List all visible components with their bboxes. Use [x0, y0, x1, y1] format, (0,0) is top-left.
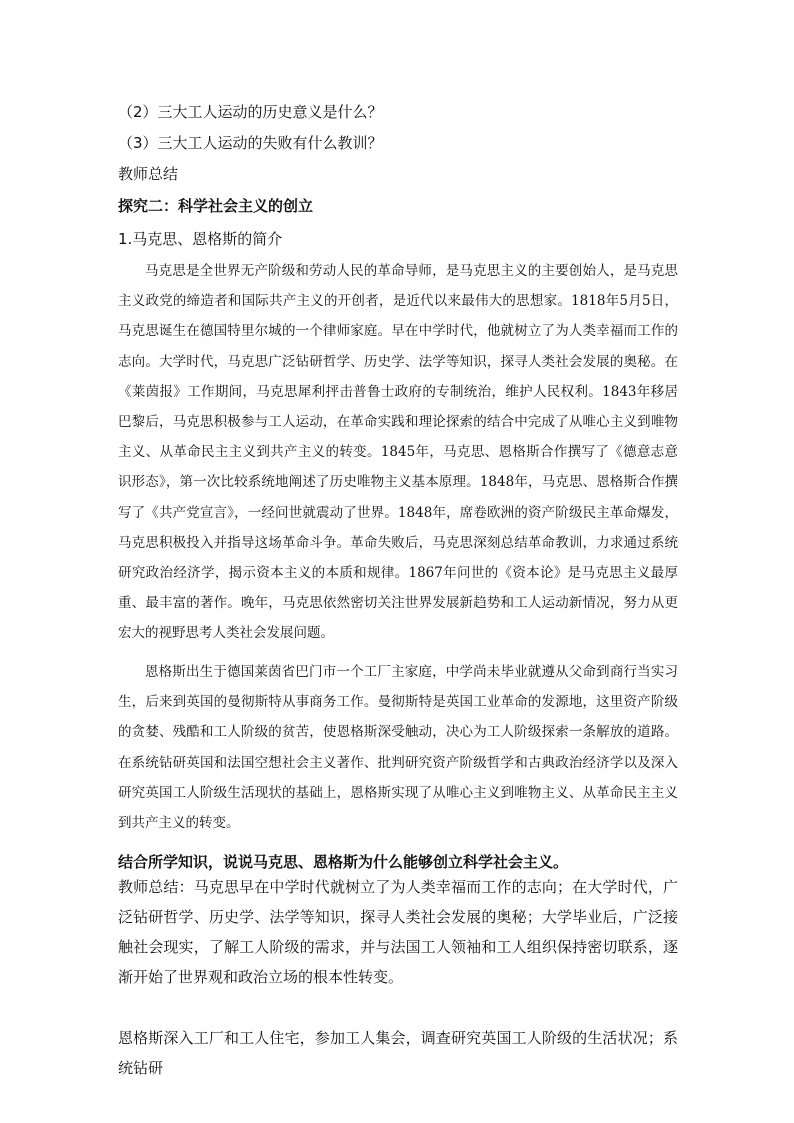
- question-2: （2）三大工人运动的历史意义是什么？: [118, 103, 383, 121]
- subsection-heading: 1.马克思、恩格斯的简介: [118, 230, 283, 248]
- teacher-summary-label: 教师总结: [118, 165, 179, 183]
- marx-biography: 马克思是全世界无产阶级和劳动人民的革命导师，是马克思主义的主要创始人，是马克思主义政党的缔造者和国际共产主义的开创者，是近代以来最伟大的思想家。1818年5月5日，马克思诞生在德国特里尔城的一个律师家庭。早在中学时代，他就树立了为人类幸福而工作的志向。大学时代，马克思广泛钻研哲学、历史学、法学等知识，探寻人类社会发展的奥秘。在《莱茵报》工作期间，马克思犀利抨击普鲁士政府的专制统治，维护人民权利。1843年移居巴黎后，马克思积极参与工人运动，在革命实践和理论探索的结合中完成了从唯心主义到唯物主义、从革命民主主义到共产主义的转变。1845年，马克思、恩格斯合作撰写了《德意志意识形态》，第一次比较系统地阐述了历史唯物主义基本原理。1848年，马克思、恩格斯合作撰写了《共产党宣言》，一经问世就震动了世界。1848年，席卷欧洲的资产阶级民主革命爆发，马克思积极投入并指导这场革命斗争。革命失败后，马克思深刻总结革命教训，力求通过系统研究政治经济学，揭示资本主义的本质和规律。1867年问世的《资本论》是马克思主义最厚重、最丰富的著作。晚年，马克思依然密切关注世界发展新趋势和工人运动新情况，努力从更宏大的视野思考人类社会发展问题。: [118, 263, 678, 642]
- engels-biography: 恩格斯出生于德国莱茵省巴门市一个工厂主家庭，中学尚未毕业就遵从父命到商行当实习生，后来到英国的曼彻斯特从事商务工作。曼彻斯特是英国工业革命的发源地，这里资产阶级的贪婪、残酷和工人阶级的贫苦，使恩格斯深受触动，决心为工人阶级探索一条解放的道路。在系统钻研英国和法国空想社会主义著作、批判研究资产阶级哲学和古典政治经济学以及深入研究英国工人阶级生活现状的基础上，恩格斯实现了从唯心主义到唯物主义、从革命民主主义到共产主义的转变。: [118, 664, 678, 832]
- discussion-question: 结合所学知识，说说马克思、恩格斯为什么能够创立科学社会主义。: [118, 853, 569, 871]
- engels-summary-paragraph: 恩格斯深入工厂和工人住宅，参加工人集会，调查研究英国工人阶级的生活状况；系统钻研: [118, 1029, 678, 1077]
- teacher-summary-paragraph: 教师总结：马克思早在中学时代就树立了为人类幸福而工作的志向；在大学时代，广泛钻研哲学、历史学、法学等知识，探寻人类社会发展的奥秘；大学毕业后，广泛接触社会现实，了解工人阶级的需求，并与法国工人领袖和工人组织保持密切联系，逐渐开始了世界观和政治立场的根本性转变。: [118, 878, 678, 986]
- question-3: （3）三大工人运动的失败有什么教训？: [118, 134, 383, 152]
- section-heading: 探究二：科学社会主义的创立: [118, 197, 314, 215]
